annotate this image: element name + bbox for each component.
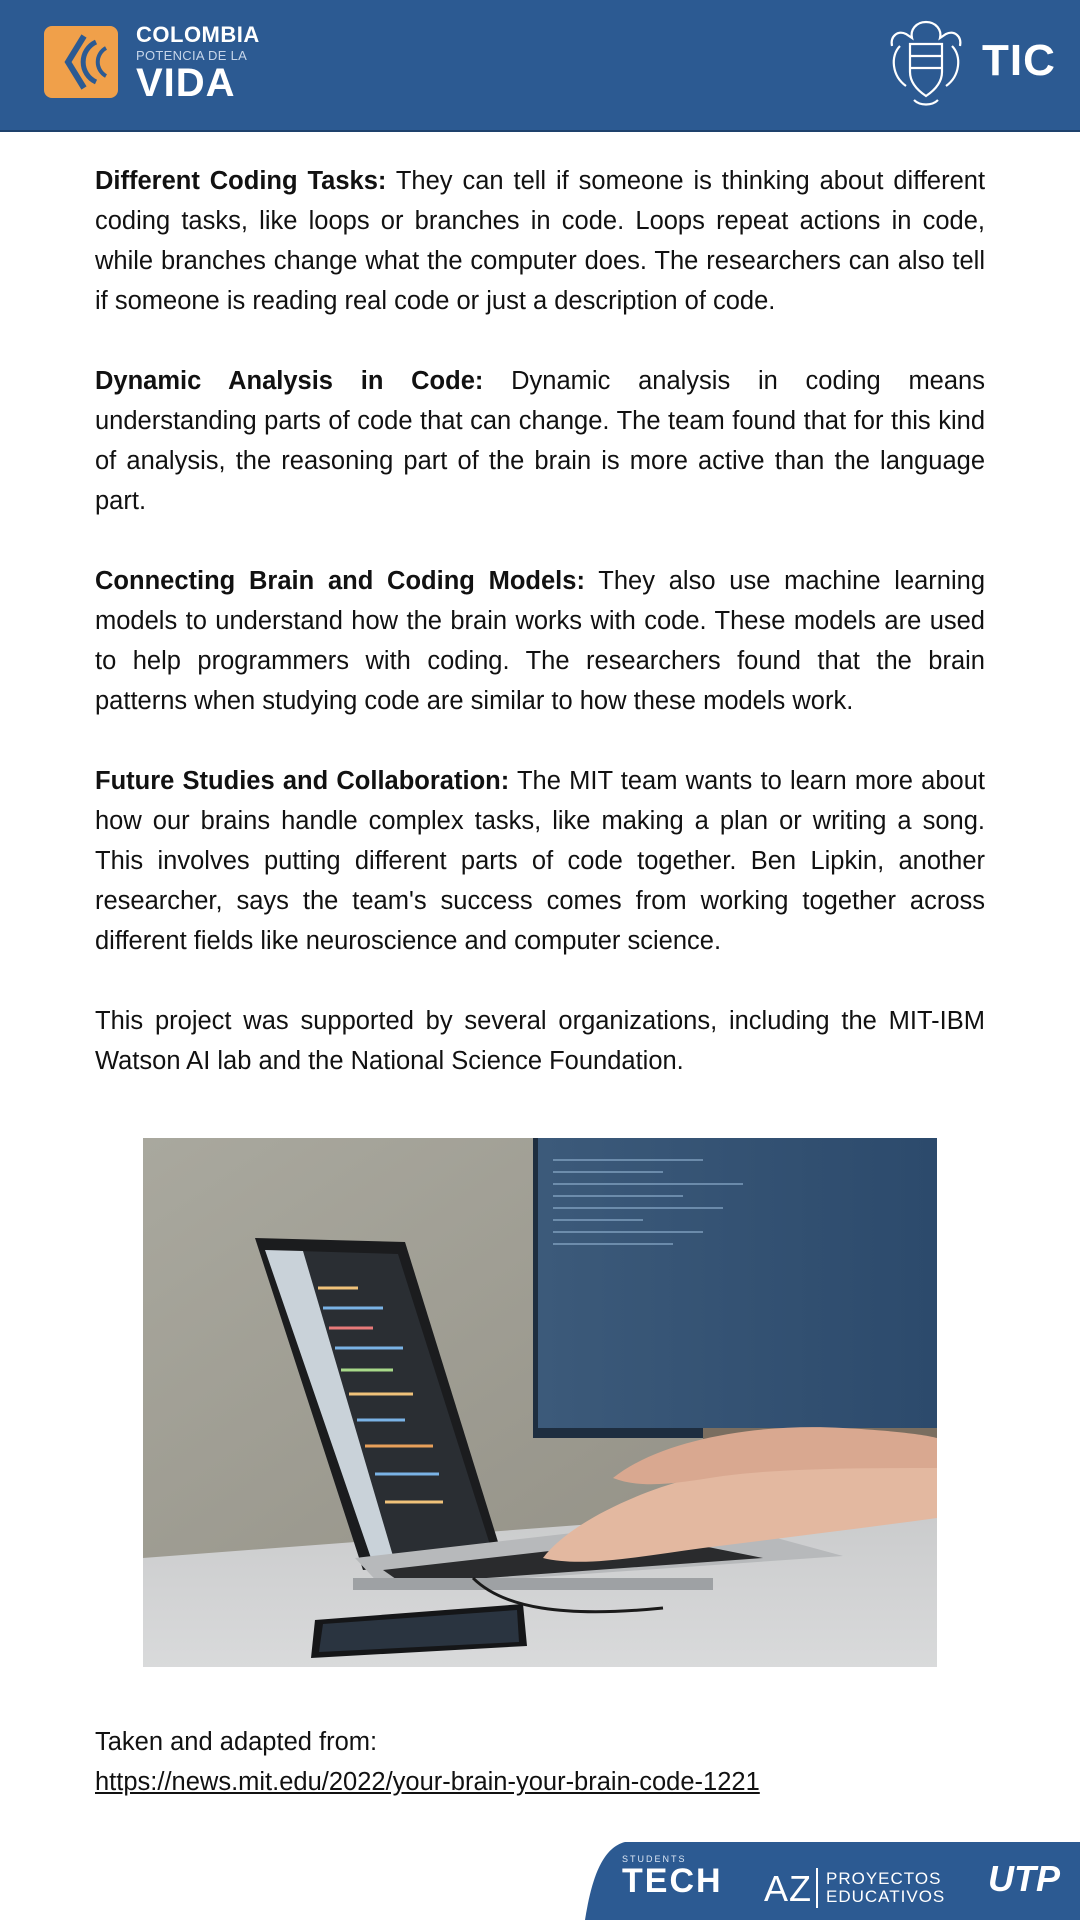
logo-line-vida: VIDA — [136, 61, 236, 105]
az-logo: AZ — [764, 1868, 813, 1909]
paragraph-text: They also use machine learning models to understand how the brain works with code. These models are used to help programmers with coding. The researchers found that the brain patterns when studying code are similar to how these models work. — [95, 567, 986, 715]
paragraph-heading: Dynamic Analysis in Code: — [95, 367, 484, 395]
source-link[interactable]: https://news.mit.edu/2022/your-brain-your-brain-code-1221 — [95, 1768, 760, 1796]
az-line2: EDUCATIVOS — [826, 1887, 946, 1906]
paragraph-text: They can tell if someone is thinking about different coding tasks, like loops or branches in code. Loops repeat actions in code, while branches change what the computer does. The researchers can also tell if someone is reading real code or just a description of code. — [95, 167, 986, 315]
paragraph-brain-models — [95, 561, 985, 721]
paragraph-heading: Connecting Brain and Coding Models: — [95, 567, 585, 595]
logo-line-potencia: POTENCIA DE LA — [136, 48, 248, 63]
az-divider — [816, 1868, 818, 1908]
paragraph-support — [95, 1001, 985, 1081]
logo-line-colombia: COLOMBIA — [136, 22, 260, 47]
utp-logo: UTP — [988, 1858, 1060, 1899]
az-line1: PROYECTOS — [826, 1869, 942, 1888]
paragraph-heading: Future Studies and Collaboration: — [95, 767, 510, 795]
colombia-potencia-de-la-vida-logo — [44, 22, 260, 105]
source-label: Taken and adapted from: — [95, 1728, 378, 1756]
az-proyectos-educativos — [826, 1870, 945, 1906]
page-header — [0, 0, 1080, 132]
tech-text: TECH — [622, 1862, 723, 1900]
colombia-wave-icon — [44, 26, 118, 98]
coat-of-arms-icon — [880, 16, 972, 110]
paragraph-text: The MIT team wants to learn more about how our brains handle complex tasks, like making a plan or writing a song. This involves putting different parts of code together. Ben Lipkin, another researcher, says the team's success comes from working together across different fields like neuroscience and computer science. — [95, 767, 985, 955]
paragraph-coding-tasks — [95, 161, 985, 321]
paragraph-text: This project was supported by several organizations, including the MIT-IBM Watson AI lab and the National Science Foundation. — [95, 1007, 985, 1075]
article-body — [95, 161, 985, 1121]
tech-small-text: STUDENTS — [622, 1854, 687, 1864]
paragraph-dynamic-analysis — [95, 361, 985, 521]
colombia-logo-text — [136, 22, 260, 103]
paragraph-future-studies — [95, 761, 985, 961]
mintic-logo — [880, 16, 1056, 110]
laptop-photo-illustration — [143, 1138, 937, 1667]
tic-text: TIC — [982, 36, 1056, 85]
students-tech-logo — [622, 1854, 723, 1901]
laptop-coding-photo — [143, 1138, 937, 1667]
paragraph-text: Dynamic analysis in coding means understanding parts of code that can change. The team found that for this kind of analysis, the reasoning part of the brain is more active than the language part. — [95, 367, 985, 515]
source-citation — [95, 1722, 985, 1802]
paragraph-heading: Different Coding Tasks: — [95, 167, 387, 195]
